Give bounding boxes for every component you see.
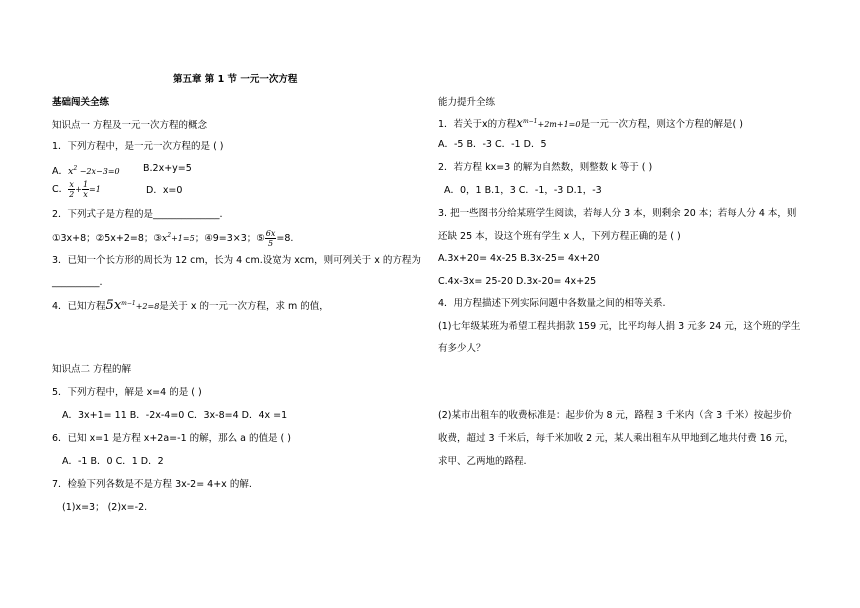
r-q3-options-ab: A.3x+20= 4x-25 B.3x-25= 4x+20 (438, 253, 600, 264)
knowledge-point-1: 知识点一 方程及一元一次方程的概念 (52, 120, 208, 131)
q1-option-c: C． $\frac{x}{2}$ + $\frac{1}{x}$ =1 (52, 180, 101, 199)
r-q2-options: A．0，1 B.1，3 C．-1，-3 D.1，-3 (444, 185, 602, 196)
question-4: 4．已知方程$5x^{m-1}+2=8$是关于 x 的一元一次方程，求 m 的值， (52, 298, 329, 314)
q1-option-d: D．x=0 (146, 185, 183, 196)
r-q1-options: A．-5 B．-3 C．-1 D．5 (438, 139, 547, 150)
r-q4-part1-line2: 有多少人？ (438, 343, 486, 354)
q5-options: A．3x+1= 11 B．-2x-4=0 C．3x-8=4 D．4x =1 (62, 410, 288, 421)
r-q4-part2-line1: (2)某市出租车的收费标准是：起步价为 8 元，路程 3 千米内（含 3 千米）按起步价 (438, 410, 792, 421)
r-q4-part2-line3: 求甲、乙两地的路程. (438, 456, 527, 467)
question-1: 1．下列方程中，是一元一次方程的是 ( ) (52, 141, 224, 152)
r-question-2: 2．若方程 kx=3 的解为自然数，则整数 k 等于 ( ) (438, 162, 653, 173)
q2-items: ①3x+8；②5x+2=8；$③x^2+1=5$；④9=3×3；⑤ $\frac{6x}{5}$ =8. (52, 229, 294, 249)
question-2: 2．下列式子是方程的是______________. (52, 209, 223, 220)
r-q4-part2-line2: 收费，超过 3 千米后，每千米加收 2 元，某人乘出租车从甲地到乙地共付费 16 元， (438, 433, 794, 444)
question-7: 7．检验下列各数是不是方程 3x-2= 4+x 的解. (52, 479, 252, 490)
question-3-line2: __________. (52, 277, 103, 288)
knowledge-point-2: 知识点二 方程的解 (52, 364, 132, 375)
r-q3-options-cd: C.4x-3x= 25-20 D.3x-20= 4x+25 (438, 276, 597, 287)
q1-option-b: B.2x+y=5 (143, 163, 192, 174)
question-3-line1: 3．已知一个长方形的周长为 12 cm，长为 4 cm.设宽为 xcm，则可列关于 x 的方程为 (52, 255, 421, 266)
section-basic: 基础闯关全练 (52, 97, 110, 108)
page-title: 第五章 第 1 节 一元一次方程 (173, 74, 298, 85)
q1-option-a: A．$x^2 -2x-3=0$ (52, 165, 120, 178)
r-question-1: 1．若关于x的方程$x^{m-1}+2m+1=0$是一元一次方程，则这个方程的解是( ) (438, 116, 743, 131)
r-question-3-line2: 还缺 25 本，设这个班有学生 x 人，下列方程正确的是 ( ) (438, 231, 681, 242)
r-q4-part1-line1: (1)七年级某班为希望工程共捐款 159 元，比平均每人捐 3 元多 24 元，这个班的学生 (438, 321, 801, 332)
question-5: 5．下列方程中，解是 x=4 的是 ( ) (52, 387, 202, 398)
q6-options: A．-1 B．0 C．1 D．2 (62, 456, 164, 467)
question-6: 6．已知 x=1 是方程 x+2a=-1 的解，那么 a 的值是 ( ) (52, 433, 291, 444)
q7-options: (1)x=3； (2)x=-2. (62, 502, 148, 513)
r-question-3-line1: 3. 把一些图书分给某班学生阅读，若每人分 3 本，则剩余 20 本；若每人分 4 本，则 (438, 208, 797, 219)
r-question-4: 4．用方程描述下列实际问题中各数量之间的相等关系. (438, 298, 666, 309)
section-ability: 能力提升全练 (438, 97, 496, 108)
